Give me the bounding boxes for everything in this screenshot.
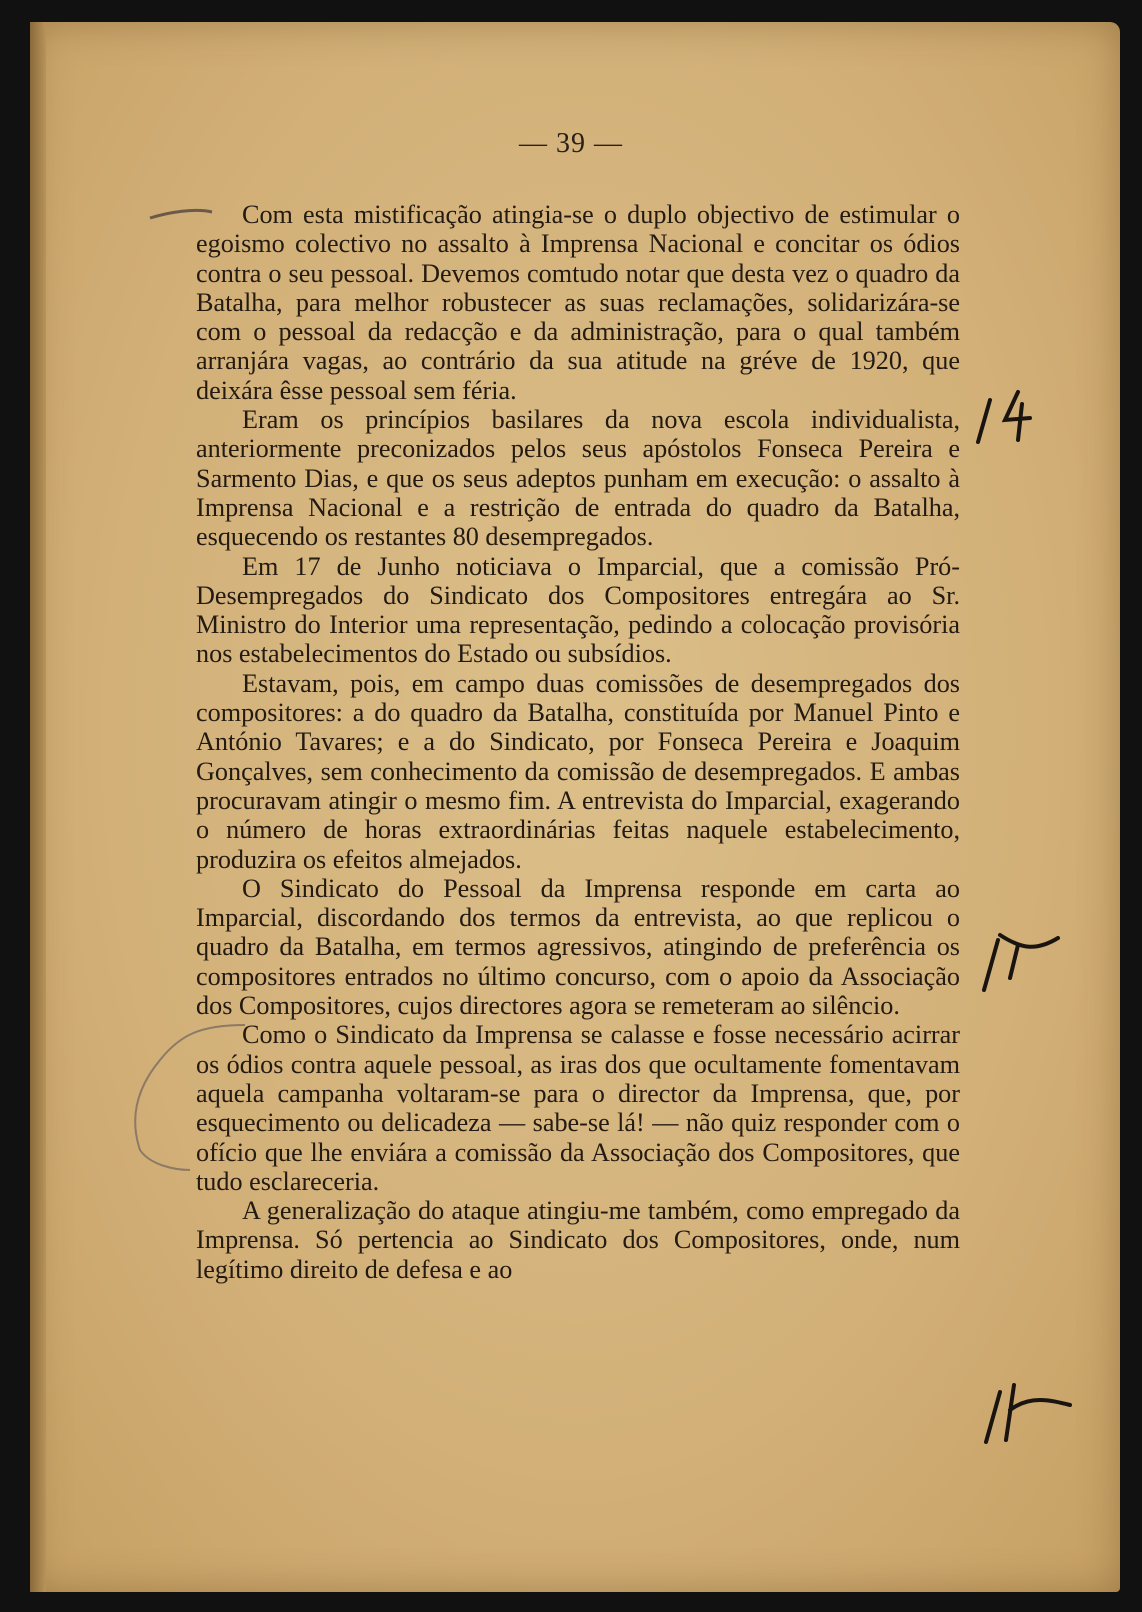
page-number: — 39 — (519, 128, 623, 159)
paragraph-5: O Sindicato do Pessoal da Imprensa responde em carta ao Imparcial, discordando dos termos da entrevista, ao que replicou o quadro da Batalha, em termos agressivos, atingindo de preferência os compositores entrados no último concurso, com o apoio da Associação dos Compositores, cujos directores agora se remeteram ao silêncio. (196, 873, 960, 1021)
paragraph-2: Eram os princípios basilares da nova escola individualista, anteriormente preconizados pelos seus apóstolos Fonseca Pereira e Sarmento Dias, e que os seus adeptos punham em execução: o assalto à Imprensa Nacional e a restrição de entrada do quadro da Batalha, esquecendo os restantes 80 desempregados. (196, 405, 960, 552)
paragraph-7: A generalização do ataque atingiu-me também, como empregado da Imprensa. Só pertencia ao Sindicato dos Compositores, onde, num legítimo direito de defesa e ao (196, 1196, 960, 1284)
page-body (196, 200, 960, 1284)
paragraph-4: Estavam, pois, em campo duas comissões de desempregados dos compositores: a do quadro da Batalha, constituída por Manuel Pinto e António Tavares; e a do Sindicato, por Fonseca Pereira e Joaquim Gonçalves, sem conhecimento da comissão de desempregados. E ambas procuravam atingir o mesmo fim. A entrevista do Imparcial, exagerando o número de horas extraordinárias feitas naquele estabelecimento, produzira os efeitos almejados. (196, 668, 960, 874)
paragraph-1: Com esta mistificação atingia-se o duplo objectivo de estimular o egoismo colectivo no assalto à Imprensa Nacional e concitar os ódios contra o seu pessoal. Devemos comtudo notar que desta vez o quadro da Batalha, para melhor robustecer as suas reclamações, solidarizára-se com o pessoal da redacção e da administração, para o qual também arranjára vagas, ao contrário da sua atitude na gréve de 1920, que deixára êsse pessoal sem féria. (196, 200, 960, 405)
page-binding-edge (30, 22, 46, 1592)
paragraph-3: Em 17 de Junho noticiava o Imparcial, que a comissão Pró-Desempregados do Sindicato dos Compositores entregára ao Sr. Ministro do Interior uma representação, pedindo a colocação provisória nos estabelecimentos do Estado ou subsídios. (196, 551, 960, 669)
paragraph-6: Como o Sindicato da Imprensa se calasse e fosse necessário acirrar os ódios contra aquele pessoal, as iras dos que ocultamente fomentavam aquela campanha voltaram-se para o director da Imprensa, que, por esquecimento ou delicadeza — sabe-se lá! — não quiz responder com o ofício que lhe enviára a comissão da Associação dos Compositores, que tudo esclareceria. (196, 1020, 960, 1196)
